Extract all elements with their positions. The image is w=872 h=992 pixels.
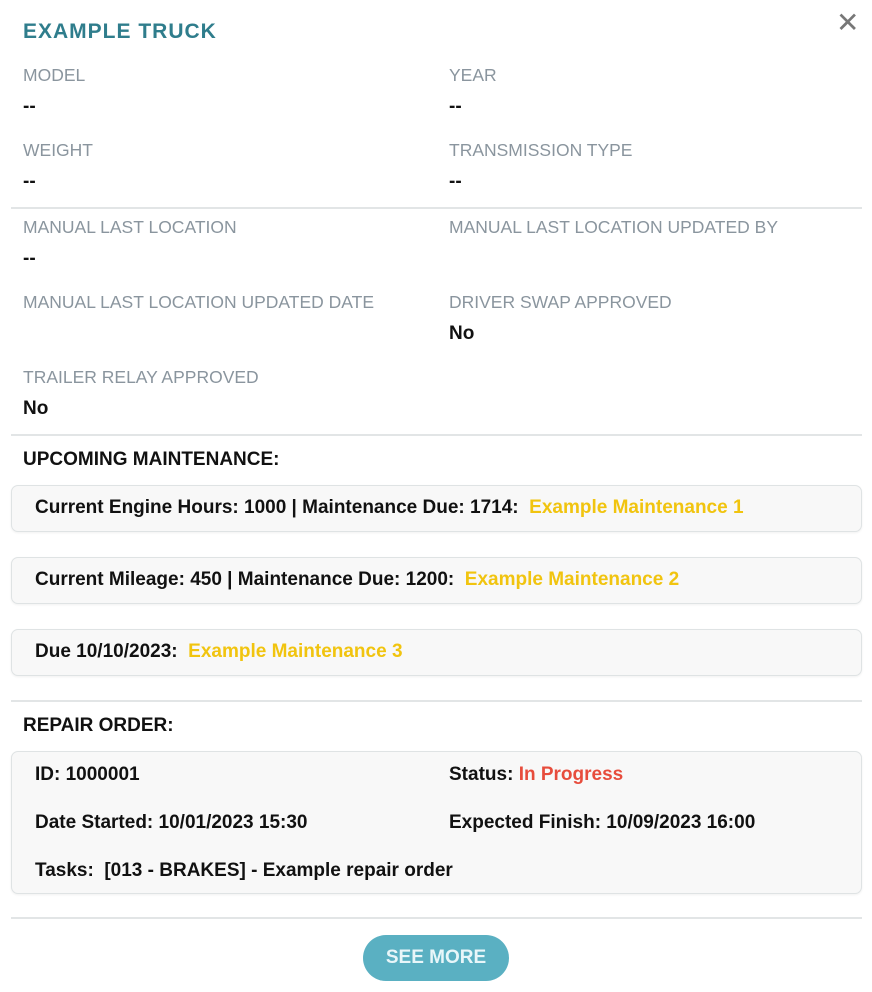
field-value-driver-swap: No	[449, 323, 475, 344]
field-label-model: MODEL	[23, 65, 86, 85]
field-value-weight: --	[23, 171, 36, 192]
date-started: Date Started: 10/01/2023 15:30	[35, 812, 308, 833]
maintenance-name: Example Maintenance 1	[529, 497, 744, 518]
maintenance-name: Example Maintenance 3	[188, 641, 403, 662]
field-label-driver-swap: DRIVER SWAP APPROVED	[449, 292, 672, 312]
field-label-trailer-relay: TRAILER RELAY APPROVED	[23, 367, 259, 387]
repair-order-card	[11, 751, 862, 894]
status-label: Status:	[449, 764, 514, 785]
divider	[11, 917, 862, 919]
field-value-model: --	[23, 96, 36, 117]
maintenance-text: Current Engine Hours: 1000 | Maintenance Due: 1714:	[35, 497, 519, 518]
maintenance-heading: UPCOMING MAINTENANCE:	[23, 449, 280, 470]
maintenance-name: Example Maintenance 2	[464, 569, 680, 590]
maintenance-item	[11, 557, 862, 604]
divider	[11, 434, 862, 436]
status-badge: In Progress	[518, 764, 624, 785]
maintenance-item	[11, 485, 862, 532]
maintenance-text: Due 10/10/2023:	[35, 641, 178, 662]
close-icon[interactable]: ✕	[836, 7, 860, 38]
divider	[11, 700, 862, 702]
field-label-weight: WEIGHT	[23, 140, 93, 160]
maintenance-text: Current Mileage: 450 | Maintenance Due: 1200:	[35, 569, 455, 590]
field-label-transmission: TRANSMISSION TYPE	[449, 140, 633, 160]
field-label-location-updated-by: MANUAL LAST LOCATION UPDATED BY	[449, 217, 779, 237]
field-label-year: YEAR	[449, 65, 497, 85]
repair-order-heading: REPAIR ORDER:	[23, 715, 174, 736]
field-value-year: --	[449, 96, 462, 117]
field-value-transmission: --	[449, 171, 462, 192]
maintenance-item	[11, 629, 862, 676]
field-label-location-updated-date: MANUAL LAST LOCATION UPDATED DATE	[23, 292, 375, 312]
vehicle-title: EXAMPLE TRUCK	[23, 20, 217, 43]
field-value-trailer-relay: No	[23, 398, 49, 419]
expected-finish: Expected Finish: 10/09/2023 16:00	[449, 812, 756, 833]
field-value-manual-location: --	[23, 248, 36, 269]
repair-order-id: ID: 1000001	[35, 764, 140, 785]
repair-tasks: Tasks: [013 - BRAKES] - Example repair order	[35, 860, 453, 881]
see-more-button[interactable]: SEE MORE	[363, 935, 509, 981]
field-label-manual-location: MANUAL LAST LOCATION	[23, 217, 237, 237]
divider	[11, 207, 862, 209]
